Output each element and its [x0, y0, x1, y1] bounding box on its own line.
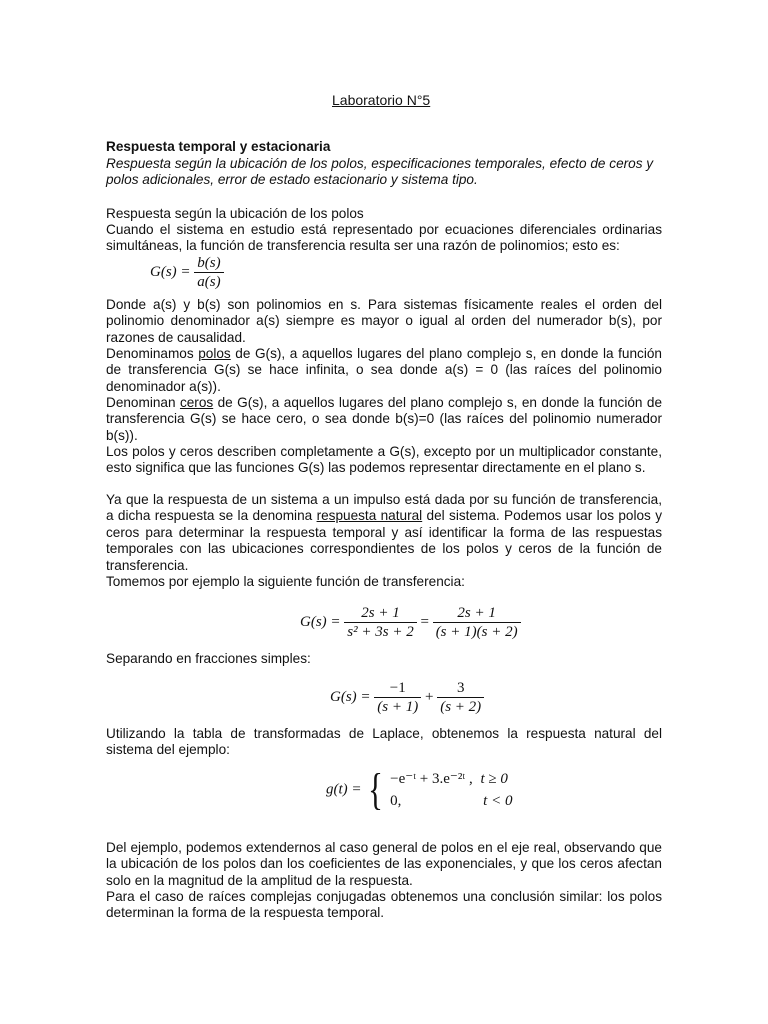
paragraph-donde: Donde a(s) y b(s) son polinomios en s. Para sistemas físicamente reales el orden del polinomio denominador a(s) siempre es mayor o igual al orden del numerador b(s), por razones de causalidad. — [106, 297, 662, 345]
equation-transfer-example — [300, 604, 521, 641]
fraction — [437, 679, 484, 716]
fraction — [374, 679, 421, 716]
case-expression: −e⁻ᵗ + 3.e⁻²ᵗ , — [390, 771, 473, 787]
paragraph-complejas: Para el caso de raíces complejas conjugadas obtenemos una conclusión similar: los polos determinan la forma de la respuesta temporal. — [106, 889, 662, 921]
term-respuesta-natural: respuesta natural — [316, 508, 423, 524]
case-row — [390, 768, 512, 790]
equation-lhs: G(s) = — [300, 613, 341, 630]
fraction-numerator: 2s + 1 — [344, 604, 416, 623]
paragraph-tomemos: Tomemos por ejemplo la siguiente función de transferencia: — [106, 574, 465, 589]
fraction — [433, 604, 521, 641]
fraction-denominator: a(s) — [197, 274, 221, 290]
fraction-denominator: (s + 2) — [440, 699, 482, 715]
subheading-polos: Respuesta según la ubicación de los polos — [106, 206, 364, 221]
plus-sign: + — [425, 688, 434, 705]
paragraph-del-ejemplo: Del ejemplo, podemos extendernos al caso general de polos en el eje real, observando que la ubicación de los polos dan los coeficientes de las exponenciales, y que los ceros afectan solo en la magnitud de la amplitud de la respuesta. — [106, 840, 662, 888]
text-segment: de G(s), a aquellos lugares del plano complejo s, en donde la función de transferencia G(s) se hace infinita, o sea donde a(s) = 0 (las raíces del polinomio denominador a(s)). — [106, 346, 662, 394]
fraction — [194, 254, 223, 291]
equation-lhs: G(s) = — [150, 263, 191, 280]
fraction — [344, 604, 416, 641]
paragraph-describen: Los polos y ceros describen completamente a G(s), excepto por un multiplicador constante, esto significa que las funciones G(s) las podemos representar directamente en el plano s. — [106, 444, 662, 476]
text-segment: Denominamos — [106, 346, 199, 361]
text-segment: de G(s), a aquellos lugares del plano complejo s, en donde la función de transferencia G(s) se hace cero, o sea donde b(s)=0 (las raíces del polinomio numerador b(s)). — [106, 395, 662, 443]
case-row — [390, 790, 512, 812]
paragraph-utilizando: Utilizando la tabla de transformadas de Laplace, obtenemos la respuesta natural del sistema del ejemplo: — [106, 726, 662, 758]
fraction-numerator: b(s) — [194, 254, 223, 273]
fraction-denominator: (s + 1) — [377, 699, 419, 715]
section-heading: Respuesta temporal y estacionaria — [106, 139, 331, 154]
case-condition: t < 0 — [483, 793, 513, 809]
equation-transfer-ratio — [150, 254, 224, 291]
term-polos: polos — [198, 346, 231, 361]
fraction-denominator: s² + 3s + 2 — [347, 624, 414, 640]
paragraph-intro: Cuando el sistema en estudio está representado por ecuaciones diferenciales ordinarias simultáneas, la función de transferencia resulta ser una razón de polinomios; esto es: — [106, 222, 662, 254]
section-subtitle: Respuesta según la ubicación de los polos, especificaciones temporales, efecto de ceros y polos adicionales, error de estado estacionario y sistema tipo. — [106, 156, 654, 188]
left-brace: { — [368, 765, 384, 814]
fraction-numerator: 3 — [437, 679, 484, 698]
paragraph-polos — [106, 346, 662, 395]
document-title: Laboratorio N°5 — [332, 92, 431, 108]
piecewise-cases — [390, 768, 512, 812]
text-segment: Denominan — [106, 395, 180, 410]
equation-partial-fractions — [330, 679, 484, 716]
fraction-denominator: (s + 1)(s + 2) — [435, 624, 518, 640]
fraction-numerator: −1 — [374, 679, 421, 698]
text-segment: del sistema. Podemos usar los polos y ceros para determinar la respuesta temporal y así identificar la forma de las respuestas temporales con las ubicaciones correspondientes de los polos y ceros de la función de transferencia. — [106, 508, 662, 573]
term-ceros: ceros — [179, 395, 214, 410]
equation-lhs: g(t) = — [326, 781, 362, 798]
fraction-numerator: 2s + 1 — [433, 604, 521, 623]
case-condition: t ≥ 0 — [480, 771, 508, 787]
paragraph-respuesta-natural — [106, 492, 662, 574]
equals-sign: = — [420, 613, 429, 630]
text-segment: Ya que la respuesta de un sistema a un impulso está dada por su función de transferencia, a dicha respuesta se la denomina — [106, 492, 662, 524]
equation-lhs: G(s) = — [330, 688, 371, 705]
paragraph-separando: Separando en fracciones simples: — [106, 651, 311, 666]
case-expression: 0, — [390, 793, 402, 809]
paragraph-ceros — [106, 395, 662, 444]
equation-natural-response — [326, 765, 513, 814]
